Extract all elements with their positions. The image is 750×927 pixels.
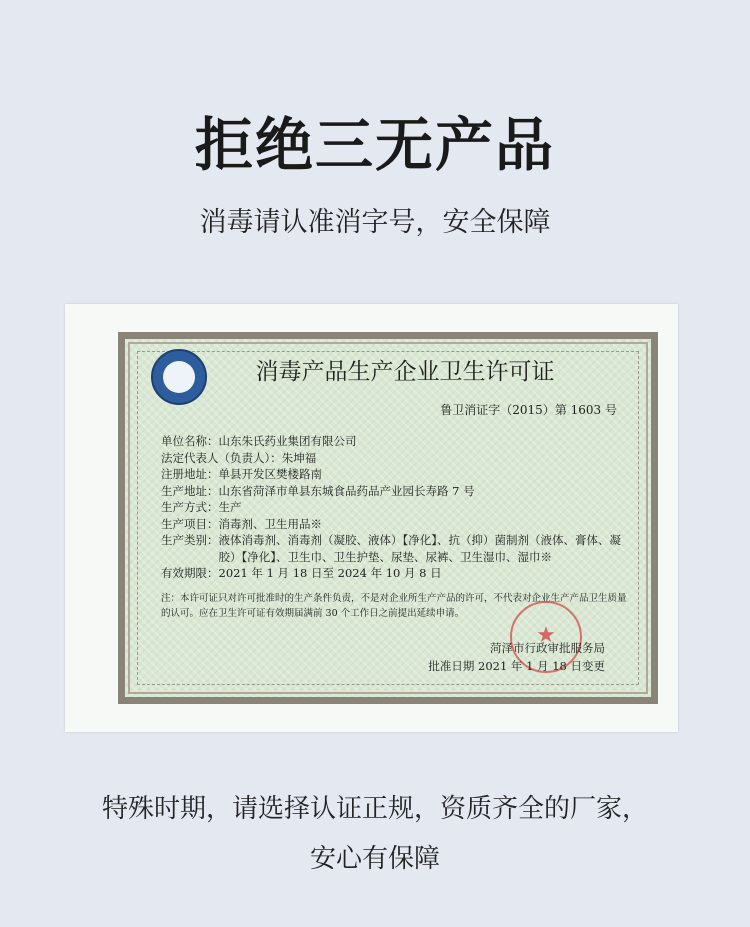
- field-label: 生产项目：: [161, 516, 219, 531]
- seal-star-icon: ★: [536, 623, 556, 648]
- certificate-note: 注：本许可证只对许可批准时的生产条件负责，不是对企业所生产产品的许可，不代表对企业生产产品卫生质量的认可。应在卫生许可证有效期届满前 30 个工作日之前提出延续申请。: [161, 593, 627, 619]
- field-value: 山东朱氏药业集团有限公司: [218, 434, 357, 448]
- field-label: 单位名称：: [161, 434, 219, 448]
- bottom-caption-line1: 特殊时期，请选择认证正规，资质齐全的厂家，: [101, 794, 648, 824]
- field-label: 生产地址：: [161, 483, 219, 498]
- field-value: 山东省菏泽市单县东城食品药品产业园长寿路 7 号: [218, 483, 475, 498]
- bottom-caption-line2: 安心有保障: [309, 844, 440, 874]
- issuer-name: 菏泽市行政审批服务局: [490, 641, 605, 655]
- field-value: 生产: [218, 500, 242, 514]
- field-value: 朱坤福: [281, 450, 317, 465]
- approval-date: 批准日期 2021 年 1 月 18 日变更: [428, 659, 605, 673]
- certificate-number: 鲁卫消证字（2015）第 1603 号: [440, 403, 617, 417]
- field-label: 生产类别：: [161, 533, 219, 547]
- field-row: [161, 516, 631, 533]
- certificate-fields: [161, 433, 631, 582]
- field-row: [161, 466, 631, 483]
- field-value: 消毒剂、卫生用品※: [218, 516, 322, 531]
- field-row: [161, 450, 631, 467]
- certificate-issuer-block: [428, 639, 605, 675]
- field-value: 液体消毒剂、消毒剂（凝胶、液体）【净化】、抗（抑）菌制剂（液体、膏体、凝胶）【净化】、卫生巾、卫生护垫、尿垫、尿裤、卫生湿巾、湿巾※: [218, 533, 621, 564]
- field-value: 2021 年 1 月 18 日至 2024 年 10 月 8 日: [218, 566, 442, 580]
- field-row: [161, 483, 631, 500]
- page-subtitle: 消毒请认准消字号，安全保障: [199, 207, 551, 238]
- field-row: [161, 565, 631, 582]
- license-certificate: [118, 332, 658, 704]
- field-row: [161, 433, 631, 450]
- field-label: 注册地址：: [161, 467, 219, 481]
- field-row: [161, 532, 631, 565]
- field-label: 有效期限：: [161, 566, 219, 580]
- certificate-title: 消毒产品生产企业卫生许可证: [255, 359, 555, 385]
- page-headline: 拒绝三无产品: [194, 111, 555, 179]
- field-label: 生产方式：: [161, 500, 219, 514]
- field-label: 法定代表人（负责人）：: [161, 450, 282, 465]
- field-value: 单县开发区樊楼路南: [218, 467, 322, 481]
- field-row: [161, 499, 631, 516]
